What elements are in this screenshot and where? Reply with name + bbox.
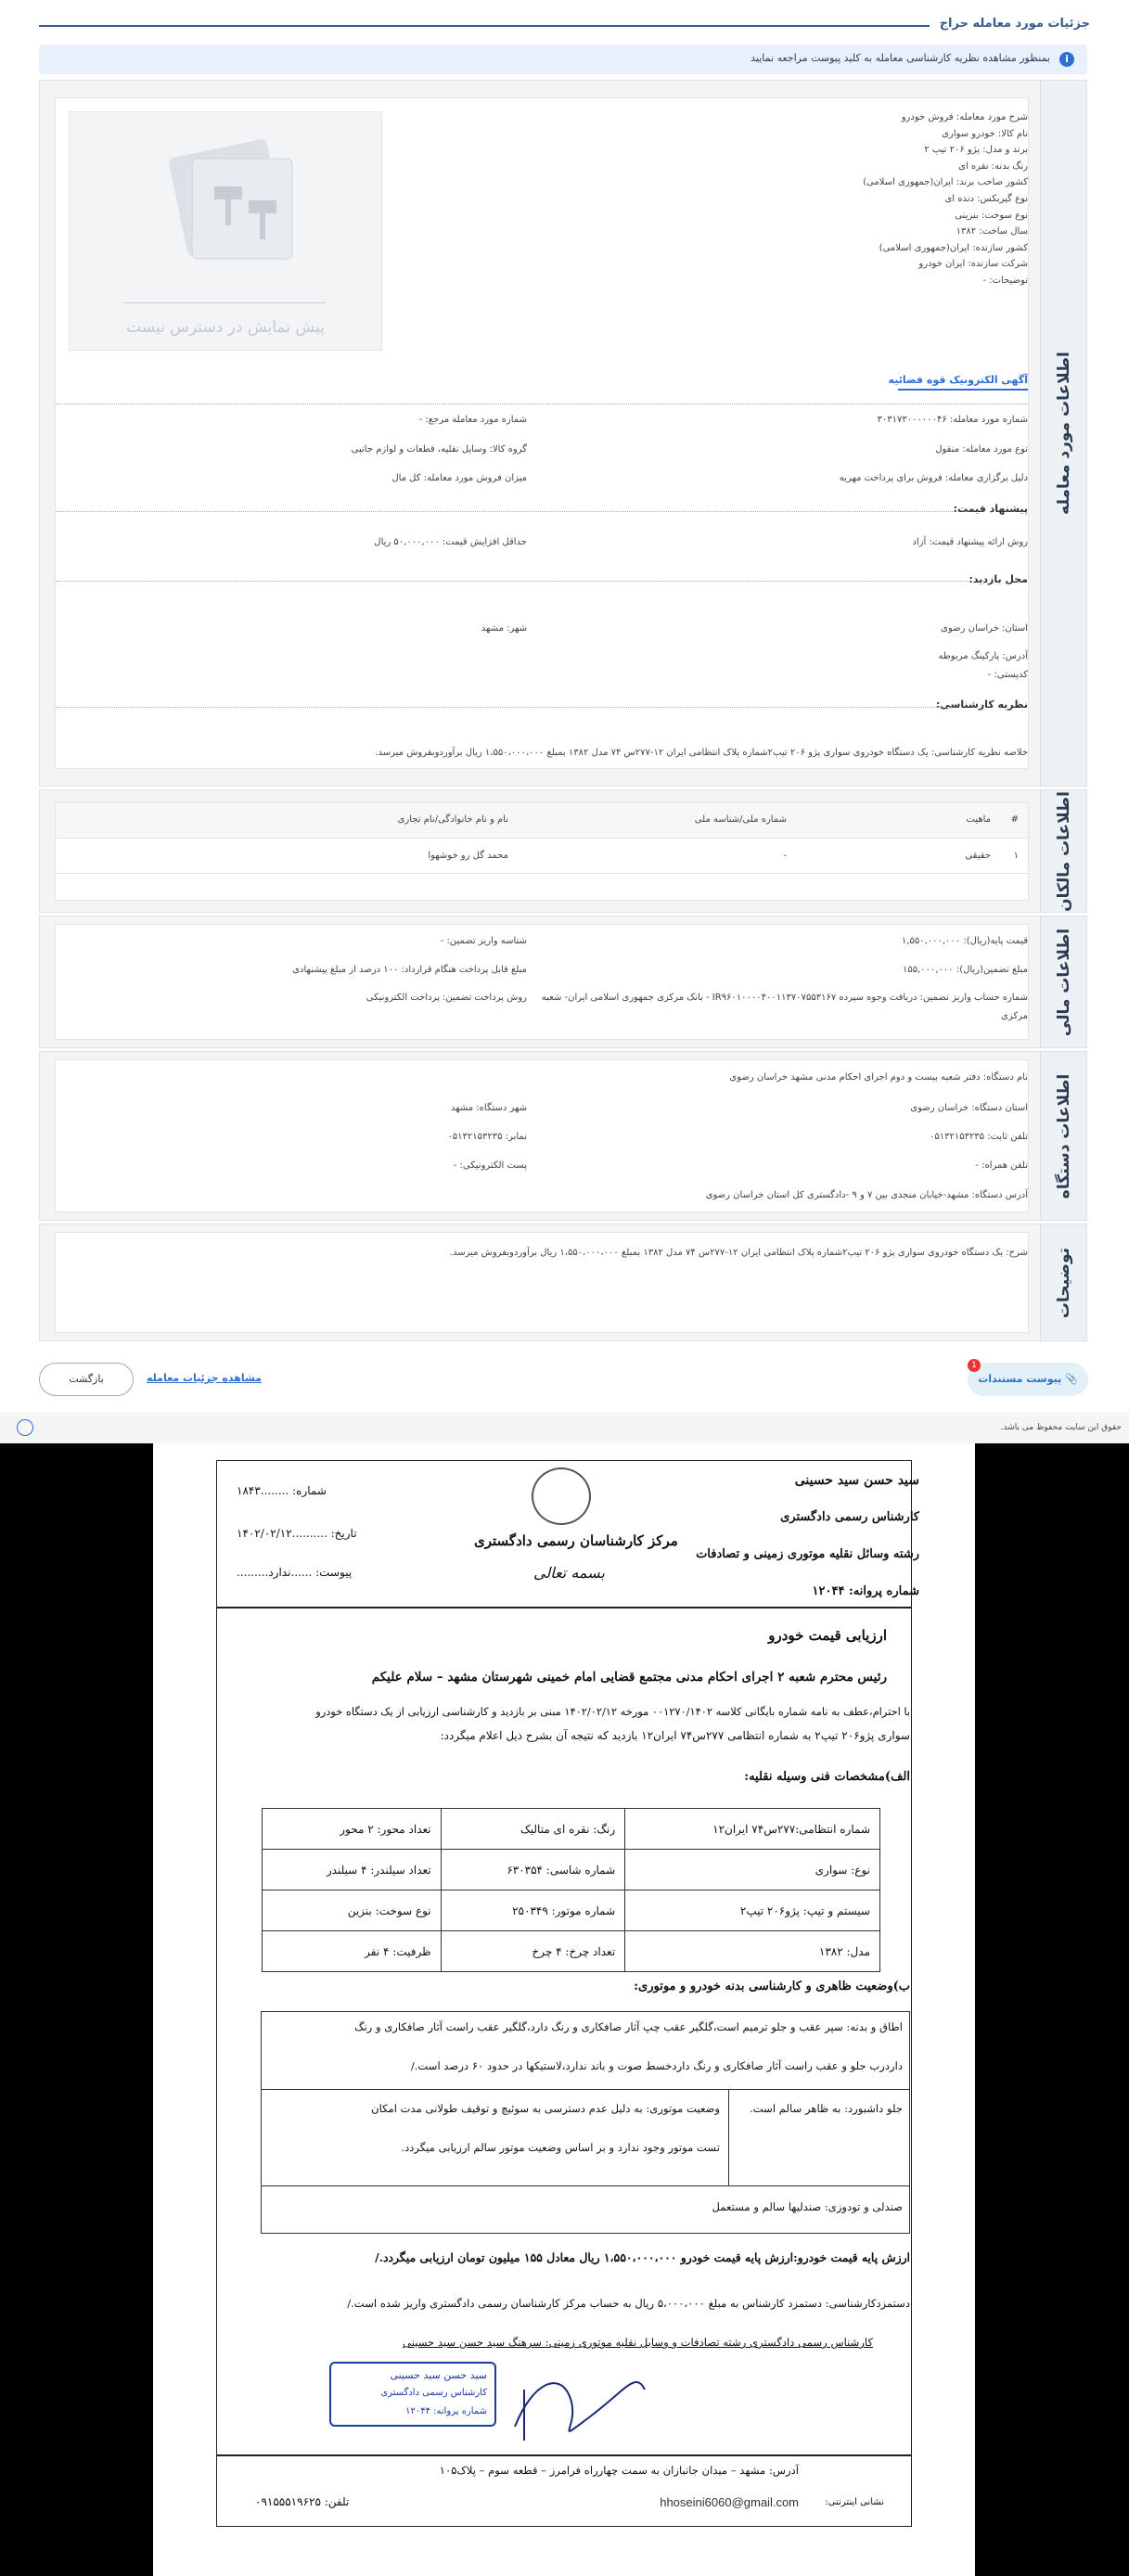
finance-section-header: اطلاعات مالی xyxy=(1040,916,1086,1047)
condition-heading: ب)وضعیت ظاهری و کارشناسی بدنه خودرو و موتوری: xyxy=(634,1980,910,1993)
payment-method: روش پرداخت تضمین: پرداخت الکترونیکی xyxy=(366,993,527,1003)
title-underline xyxy=(39,25,930,27)
item-section xyxy=(39,80,1087,787)
divider xyxy=(261,2185,910,2186)
divider xyxy=(56,707,954,708)
office-address: آدرس دستگاه: مشهد-خیابان منجدی بین ۷ و ۹ -دادگستری کل استان خراسان رضوی xyxy=(705,1190,1028,1200)
owners-table xyxy=(56,802,1028,874)
stamp-license: شماره پروانه: ۱۲۰۴۴ xyxy=(405,2406,487,2416)
divider xyxy=(216,2454,912,2456)
col-index: # xyxy=(1000,802,1028,838)
offer-heading: پیشنهاد قیمت: xyxy=(953,503,1028,515)
stamp-name: سید حسن سید حسینی xyxy=(390,2369,487,2381)
field-6: نوع سوخت: بنزینی xyxy=(955,210,1028,221)
emblem-logo xyxy=(532,1467,591,1525)
field-9: شرکت سازنده: ایران خودرو xyxy=(918,259,1028,270)
field-0: شرح مورد معامله: فروش خودرو xyxy=(901,112,1028,122)
field-10: توضیحات: - xyxy=(982,275,1028,286)
visit-address: آدرس: پارکینگ مربوطه xyxy=(938,651,1028,661)
doc-email: hhoseini6060@gmail.com xyxy=(660,2495,799,2509)
ad-link-underline xyxy=(898,389,1028,391)
notice-text: بمنظور مشاهده نظریه کارشناسی معامله به کلید پیوست مراجعه نمایید xyxy=(751,52,1050,64)
sale-amount: میزان فروش مورد معامله: کل مال xyxy=(391,473,527,483)
office-mobile: تلفن همراه: - xyxy=(975,1160,1028,1171)
divider xyxy=(56,581,972,582)
finance-section xyxy=(39,916,1087,1048)
item-section-header: اطلاعات مورد معامله xyxy=(1040,81,1086,786)
attachments-count-badge: 1 xyxy=(968,1359,981,1372)
scan-margin-left xyxy=(0,1443,153,2576)
visit-province: استان: خراسان رضوی xyxy=(941,623,1028,634)
goods-group: گروه کالا: وسایل نقلیه، قطعات و لوازم جانبی xyxy=(351,444,527,455)
back-button[interactable]: بازگشت xyxy=(39,1363,134,1396)
info-icon: i xyxy=(1059,52,1074,67)
office-province: استان دستگاه: خراسان رضوی xyxy=(910,1103,1028,1113)
stamp-title: کارشناس رسمی دادگستری xyxy=(380,2388,487,2398)
expert-stamp xyxy=(329,2362,496,2427)
divider xyxy=(728,2089,729,2185)
office-section xyxy=(39,1051,1087,1221)
bismillah: بسمه تعالی xyxy=(533,1564,605,1582)
condition-dashboard: جلو داشبورد: به ظاهر سالم است. xyxy=(750,2102,903,2115)
item-fields xyxy=(842,109,1028,289)
office-name: نام دستگاه: دفتر شعبه بیست و دوم اجرای احکام مدنی مشهد خراسان رضوی xyxy=(729,1072,1028,1083)
visit-heading: محل بازدید: xyxy=(969,573,1028,585)
base-price: قیمت پایه(ریال): ۱,۵۵۰,۰۰۰,۰۰۰ xyxy=(901,936,1028,946)
image-placeholder xyxy=(69,111,382,351)
description-text: شرح: یک دستگاه خودروی سواری پژو ۲۰۶ تیپ۲شماره پلاک انتظامی ایران ۱۲-۲۷۷س ۷۴ مدل ۱۳۸۲ بمبلغ ۱،۵۵۰،۰۰۰،۰۰۰ ریال برآوردوبفروش میرسد. xyxy=(449,1248,1028,1258)
divider xyxy=(56,511,958,512)
center-name: مرکز کارشناسان رسمی دادگستری xyxy=(474,1532,678,1549)
description-section-header: توضیحات xyxy=(1040,1224,1086,1340)
signature-line: کارشناس رسمی دادگستری رشته تصادفات و وسایل نقلیه موتوری زمینی: سرهنگ سید حسن سید حسینی xyxy=(403,2336,873,2349)
report-title: ارزیابی قیمت خودرو xyxy=(768,1627,887,1644)
min-increase: حداقل افزایش قیمت: ۵۰,۰۰۰,۰۰۰ ریال xyxy=(374,537,527,547)
field-1: نام کالا: خودرو سواری xyxy=(942,128,1028,139)
scan-margin-right xyxy=(975,1443,1129,2576)
report-para-1: با احترام،عطف به نامه شماره بایگانی کلاسه ۰۰۱۲۷۰/۱۴۰۲ مورخه ۱۴۰۲/۰۲/۱۲ مبنی بر بازدید و کارشناسی ارزیابی از یک دستگاه خودرو xyxy=(315,1705,910,1718)
doc-site-label: نشانی اینترنتی: xyxy=(825,2497,884,2507)
col-name: نام و نام خانوادگی/نام تجاری xyxy=(56,802,518,838)
owners-section-header: اطلاعات مالکان xyxy=(1040,790,1086,912)
spec-heading: الف)مشخصات فنی وسیله نقلیه: xyxy=(744,1770,910,1784)
deposit-account-branch: مرکزی xyxy=(1001,1011,1028,1021)
office-email: پست الکترونیکی: - xyxy=(453,1160,527,1171)
base-value: ارزش پایه قیمت خودرو:ارزش پایه قیمت خودرو ۱،۵۵۰،۰۰۰،۰۰۰ ریال معادل ۱۵۵ میلیون تومان ارزیابی میگردد./ xyxy=(375,2250,910,2264)
office-phone: تلفن ثابت: ۰۵۱۳۲۱۵۳۲۳۵ xyxy=(929,1132,1028,1142)
guarantee-amount: مبلغ تضمین(ریال): ۱۵۵,۰۰۰,۰۰۰ xyxy=(902,965,1028,975)
col-national-id: شماره ملی/شناسه ملی xyxy=(518,802,796,838)
expert-summary: خلاصه نظریه کارشناسی: یک دستگاه خودروی سواری پژو ۲۰۶ تیپ۲شماره پلاک انتظامی ایران ۱۲-۲۷۷س ۷۴ مدل ۱۳۸۲ بمبلغ ۱،۵۵۰،۰۰۰،۰۰۰ ریال برآوردوبفروش میرسد. xyxy=(375,748,1028,758)
condition-seats: صندلی و تودوزی: صندلیها سالم و مستعمل xyxy=(712,2200,903,2213)
contract-payment: مبلغ قابل پرداخت هنگام قرارداد: ۱۰۰ درصد از مبلغ پیشنهادی xyxy=(292,965,527,975)
visit-city: شهر: مشهد xyxy=(481,623,527,634)
letter-date: تاریخ: ..........۱۴۰۲/۰۲/۱۲ xyxy=(237,1527,357,1540)
col-type: ماهیت xyxy=(796,802,1000,838)
copyright-text: حقوق این سایت محفوظ می باشد. xyxy=(1000,1423,1122,1432)
notice-banner xyxy=(39,45,1087,74)
expert-heading: نظریه کارشناسی: xyxy=(936,698,1028,711)
deposit-id: شناسه واریز تضمین: - xyxy=(440,936,527,946)
field-8: کشور سازنده: ایران(جمهوری اسلامی) xyxy=(879,242,1028,253)
field-5: نوع گیربکس: دنده ای xyxy=(944,193,1028,204)
ad-link[interactable]: آگهی الکترونیک قوه قضائیه xyxy=(888,374,1028,386)
doc-address: آدرس: مشهد – میدان جانبازان به سمت چهارراه فرامرز – قطعه سوم – پلاک۱۰۵ xyxy=(439,2464,799,2477)
item-number: شماره مورد معامله: ۳۰۳۱۷۳۰۰۰۰۰۰۴۶ xyxy=(877,415,1028,425)
field-2: برند و مدل: پژو ۲۰۶ تیپ ۲ xyxy=(924,145,1028,156)
divider xyxy=(216,1607,912,1608)
offer-method: روش ارائه پیشنهاد قیمت: آزاد xyxy=(912,537,1028,547)
visit-postal: کدپستی: - xyxy=(987,670,1028,680)
auction-reason: دلیل برگزاری معامله: فروش برای پرداخت مهریه xyxy=(839,473,1028,483)
report-para-2: سواری پژو۲۰۶ تیپ۲ به شماره انتظامی ۲۷۷س۷۴ ایران۱۲ بازدید که نتیجه آن بشرح ذیل اعلام میگردد: xyxy=(440,1729,910,1742)
expert-fee: دستمزدکارشناسی: دستمزد کارشناس به مبلغ ۵،۰۰۰،۰۰۰ ریال به حساب مرکز کارشناسان رسمی دادگستری واریز شده است./ xyxy=(347,2297,910,2310)
attachments-button[interactable]: 📎 پیوست مستندات xyxy=(968,1363,1088,1396)
field-4: کشور صاحب برند: ایران(جمهوری اسلامی) xyxy=(863,177,1028,188)
expert-report-scan[interactable] xyxy=(153,1443,975,2576)
condition-engine-1: وضعیت موتوری: به دلیل عدم دسترسی به سوئیچ و توقیف طولانی مدت امکان xyxy=(371,2102,720,2115)
gavel-icon xyxy=(68,112,381,352)
expert-title: کارشناس رسمی دادگستری xyxy=(780,1510,919,1524)
item-type: نوع مورد معامله: منقول xyxy=(935,444,1028,455)
office-section-header: اطلاعات دستگاه xyxy=(1040,1052,1086,1220)
divider xyxy=(261,2089,910,2090)
view-details-link[interactable]: مشاهده جزئیات معامله xyxy=(147,1372,262,1384)
doc-phone: تلفن: ۰۹۱۵۵۵۱۹۶۲۵ xyxy=(255,2495,350,2508)
reference-number: شماره مورد معامله مرجع: - xyxy=(418,415,527,425)
spec-table: شماره انتظامی:۲۷۷س۷۴ ایران۱۲ رنگ: نقره ای متالیک تعداد محور: ۲ محور نوع: سواری شماره شاسی: ۶۳۰۳۵۴ تعداد سیلندر: ۴ سیلندر سیستم و تیپ: پژو۲۰۶ تیپ۲ شماره موتور: ۲۵۰۳۴۹ نوع سوخت: بنزین مدل: ۱۳۸۲ تعداد چرخ: ۴ چرخ ظرفیت: ۴ نفر xyxy=(262,1808,880,1972)
office-city: شهر دستگاه: مشهد xyxy=(450,1103,527,1113)
letter-number: شماره: ........۱۸۴۳ xyxy=(237,1484,327,1497)
office-fax: نمابر: ۰۵۱۳۲۱۵۳۲۳۵ xyxy=(447,1132,527,1142)
description-section xyxy=(39,1224,1087,1341)
emblem-logo xyxy=(17,1419,33,1436)
condition-body-1: اطاق و بدنه: سپر عقب و جلو ترمیم است،گلگیر عقب چپ آثار صافکاری و رنگ دارد،گلگیر عقب راست آثار صافکاری و رنگ xyxy=(354,2020,903,2033)
field-3: رنگ بدنه: نقره ای xyxy=(958,160,1028,172)
expert-name: سید حسن سید حسینی xyxy=(794,1473,919,1488)
table-row: ۱ حقیقی - محمد گل رو خوشهوا xyxy=(56,838,1028,873)
field-7: سال ساخت: ۱۳۸۲ xyxy=(956,226,1028,237)
deposit-account: شماره حساب واریز تضمین: دریافت وجوه سپرده IR۹۶۰۱۰۰۰۰۴۰۰۱۱۳۷۰۷۵۵۳۱۶۷ - بانک مرکزی جمهوری اسلامی ایران- شعبه xyxy=(541,993,1028,1003)
footer xyxy=(0,1412,1129,1443)
paperclip-icon: 📎 xyxy=(1061,1373,1078,1385)
condition-body-2: داردرب جلو و عقب راست آثار صافکاری و رنگ داردخسط صوت و باند ندارد،لاستیکها در حدود ۶۰ درصد است./ xyxy=(410,2059,903,2072)
page-title: جزئیات مورد معامله حراج xyxy=(939,17,1090,31)
image-unavailable-text: پیش نمایش در دسترس نیست xyxy=(126,318,325,337)
condition-engine-2: تست موتور وجود ندارد و بر اساس وضعیت موتور سالم ارزیابی میگردد. xyxy=(401,2141,720,2154)
report-addressee: رئیس محترم شعبه ۲ اجرای احکام مدنی مجتمع قضایی امام خمینی شهرستان مشهد – سلام علیکم xyxy=(371,1670,887,1685)
license-number: شماره پروانه: ۱۲۰۴۴ xyxy=(812,1584,919,1598)
expert-field: رشته وسائل نقلیه موتوری زمینی و تصادفات xyxy=(696,1547,919,1561)
owners-section xyxy=(39,789,1087,913)
signature-scribble xyxy=(496,2362,654,2445)
letter-attachment: پیوست: ......ندارد......... xyxy=(237,1566,353,1579)
